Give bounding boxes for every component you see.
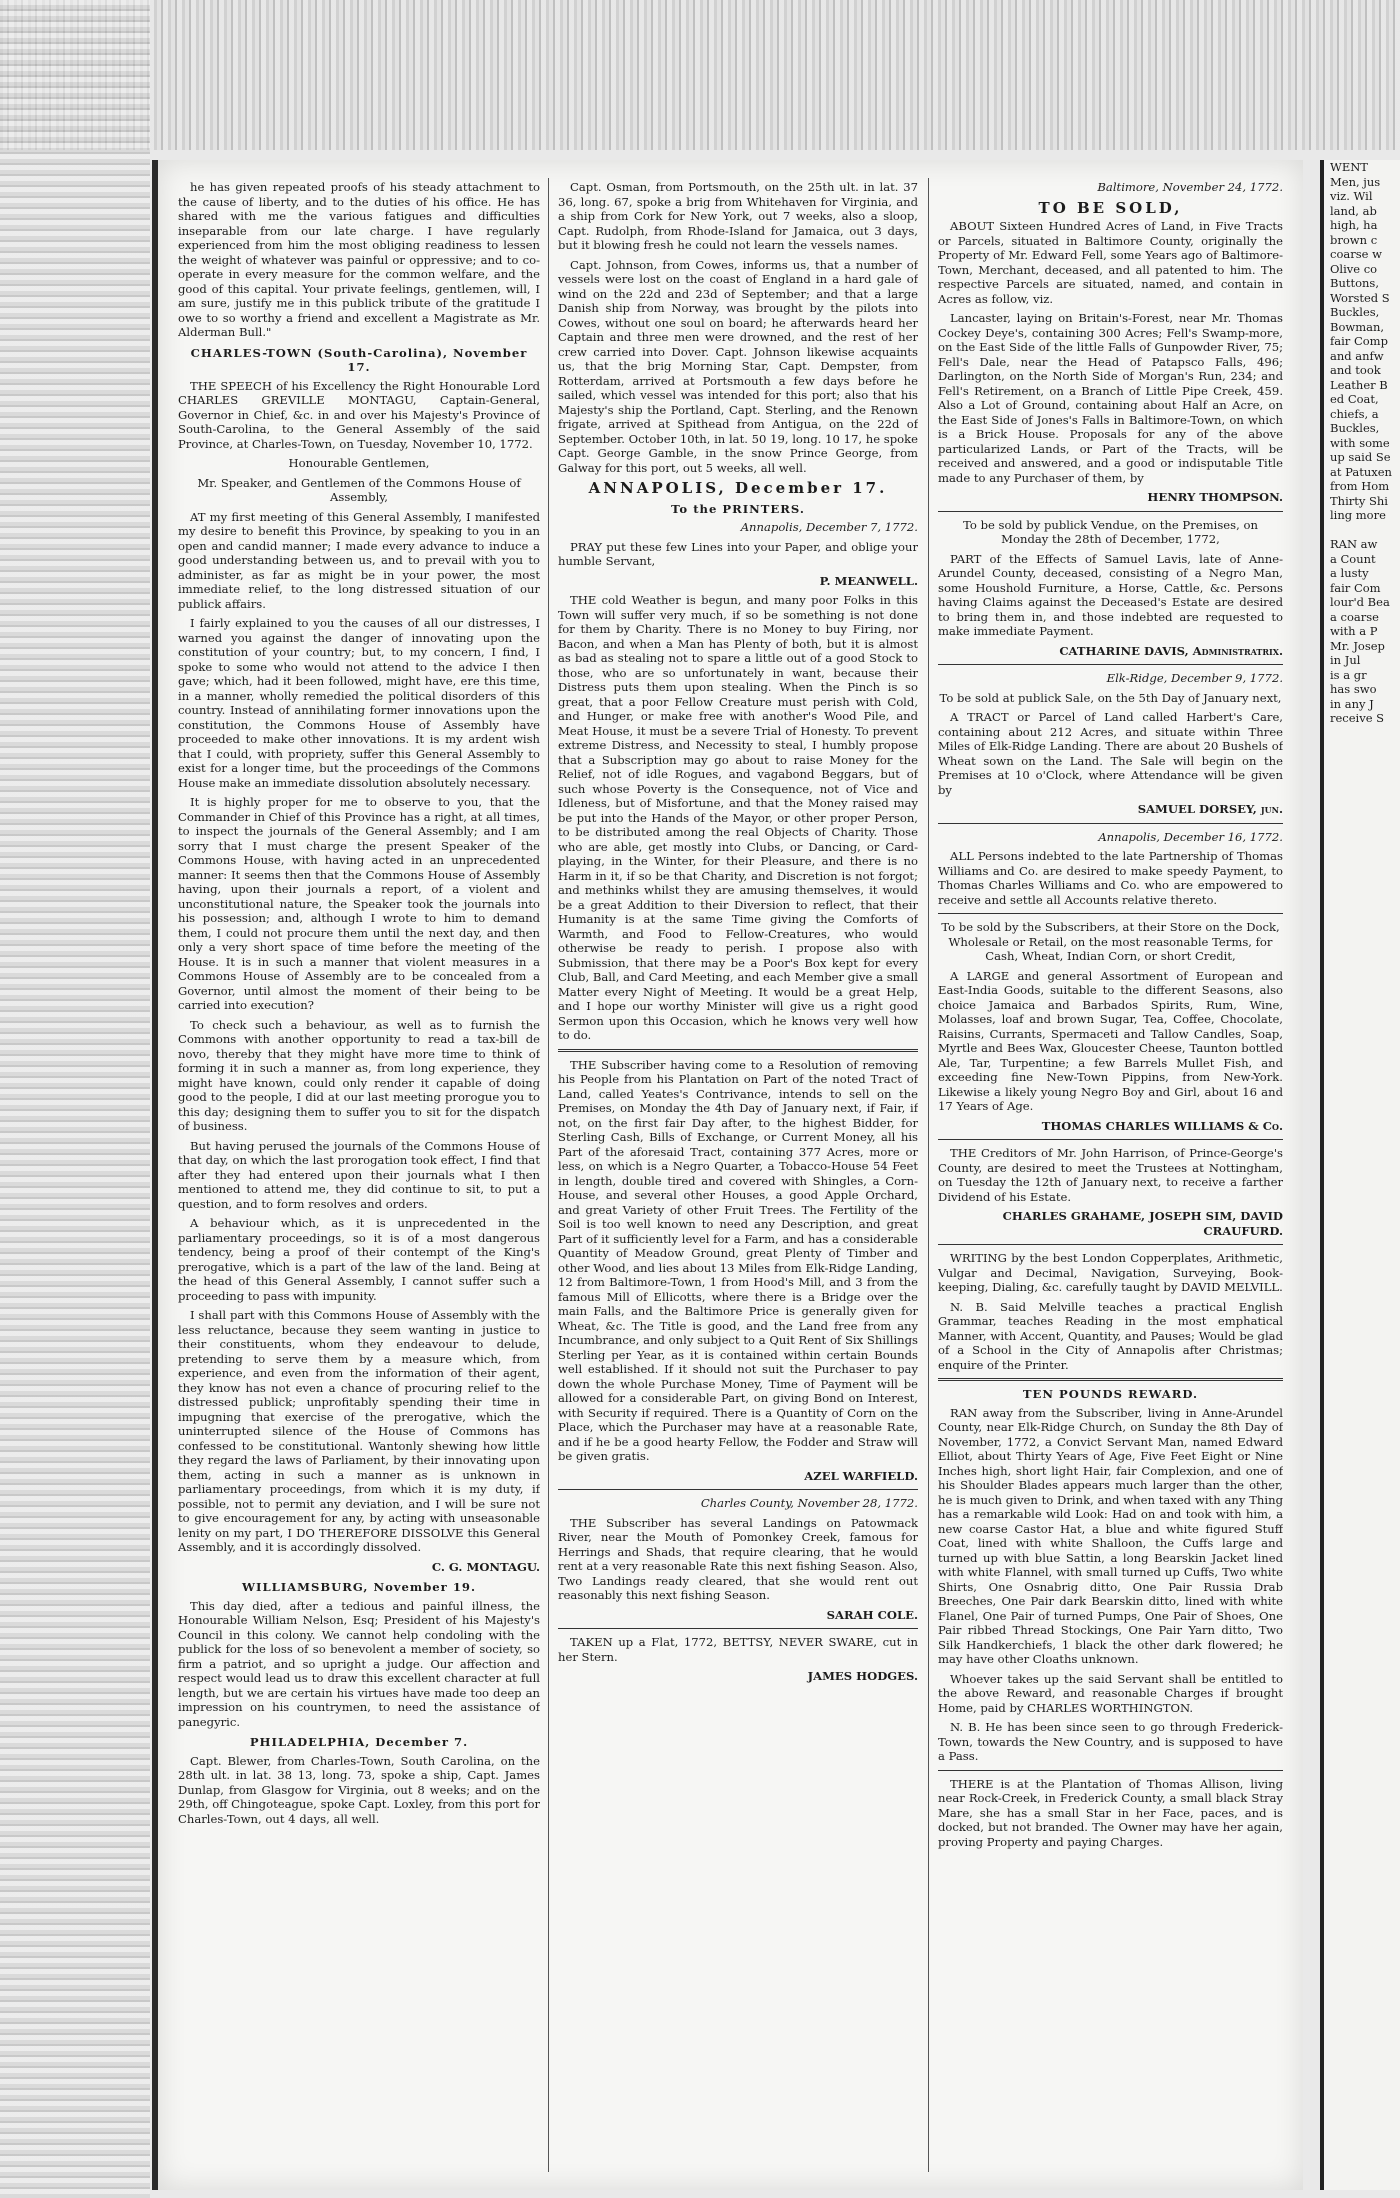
fragment-line: Leather B xyxy=(1330,377,1388,392)
article-subheading: To be sold by the Subscribers, at their Store on the Dock, Wholesale or Retail, on the most reasonable Terms, for Cash, Wheat, Indian Corn, or short Credit, xyxy=(941,920,1280,963)
column-1 xyxy=(178,180,540,2170)
article-signature: SAMUEL DORSEY, jun. xyxy=(1137,802,1283,816)
fragment-line: viz. Wil xyxy=(1330,189,1373,203)
article-subheading: Honourable Gentlemen, xyxy=(288,456,430,470)
article-paragraph: Whoever takes up the said Servant shall be entitled to the above Reward, and reasonable Charges if brought Home, paid by CHARLES WORTHINGTON. xyxy=(938,1671,1283,1715)
article-paragraph: ALL Persons indebted to the late Partnership of Thomas Williams and Co. are desired to make speedy Payment, to Thomas Charles Williams and Co. who are empowered to receive and settle all Accounts relative thereto. xyxy=(938,849,1283,907)
article-paragraph: THE Creditors of Mr. John Harrison, of Prince-George's County, are desired to meet the Trustees at Nottingham, on Tuesday the 12th of January next, to receive a farther Dividend of his Estate. xyxy=(938,1146,1283,1204)
newspaper-page xyxy=(152,160,1303,2190)
article-signature: THOMAS CHARLES WILLIAMS & Co. xyxy=(1041,1118,1283,1133)
article-paragraph: Capt. Osman, from Portsmouth, on the 25th ult. in lat. 37 36, long. 67, spoke a brig from Whitehaven for Virginia, and a ship from Cork for New York, out 7 weeks, also a sloop, Capt. Rudolph, from Rhode-Island for Jamaica, out 3 days, but it blowing fresh he could not learn the vessels names. xyxy=(558,180,918,252)
article-paragraph: Capt. Blewer, from Charles-Town, South Carolina, on the 28th ult. in lat. 38 13, long. 73, spoke a ship, Capt. James Dunlap, from Glasgow for Virginia, out 8 weeks; and on the 29th, off Chingoteague, spoke Capt. Loxley, from this port for Charles-Town, out 4 days, all well. xyxy=(178,1753,540,1826)
fragment-line: Buttons, xyxy=(1330,276,1379,290)
article-paragraph: A behaviour which, as it is unprecedented in the parliamentary proceedings, so it is of a most dangerous tendency, being a proof of their contempt of the King's prerogative, which is a part of the law of the land. Being at the head of this General Assembly, I cannot suffer such a proceeding to pass with impunity. xyxy=(178,1216,540,1303)
article-signature: C. G. MONTAGU. xyxy=(431,1559,540,1574)
article-dateline: Annapolis, December 7, 1772. xyxy=(740,520,918,534)
article-paragraph: To check such a behaviour, as well as to furnish the Commons with another opportunity to read a tax-bill de novo, thereby that they might have more time to think of forming it in such a manner as, from long experience, they might have known, could only render it capable of doing good to the people, I did at our last meeting prorogue you to this day; designing them to suffer you to sit for the dispatch of business. xyxy=(178,1017,540,1133)
article-paragraph: A TRACT or Parcel of Land called Harbert's Care, containing about 212 Acres, and situate within Three Miles of Elk-Ridge Landing. There are about 20 Bushels of Wheat sown on the Land. The Sale will begin on the Premises at 10 o'Clock, where Attendance will be given by xyxy=(938,710,1283,797)
column-3 xyxy=(938,180,1283,2170)
article-heading: TO BE SOLD, xyxy=(1038,198,1183,217)
article-dateline: Charles County, November 28, 1772. xyxy=(700,1496,918,1510)
article-signature: JAMES HODGES. xyxy=(807,1669,918,1683)
column-rule xyxy=(928,178,929,2172)
article-paragraph: PRAY put these few Lines into your Paper, and oblige your humble Servant, xyxy=(558,539,918,568)
article-paragraph: This day died, after a tedious and painful illness, the Honourable William Nelson, Esq; President of his Majesty's Council in this colony. We cannot help condoling with the publick for the loss of so benevolent a member of society, so firm a patriot, and so upright a judge. Our affection and respect would lead us to draw this excellent character at full length, but we are certain his virtues have made too deep an impression on his countrymen, to need the assistance of panegyric. xyxy=(178,1598,540,1729)
fragment-line: a coarse xyxy=(1330,609,1379,624)
article-heading: PHILADELPHIA, December 7. xyxy=(249,1735,469,1749)
section-divider xyxy=(938,823,1283,824)
fragment-line: at Patuxen xyxy=(1330,464,1392,479)
fragment-line: land, ab xyxy=(1330,203,1377,218)
fragment-line: receive S xyxy=(1330,711,1385,725)
fragment-line: Bowman, xyxy=(1330,319,1385,334)
article-signature: HENRY THOMPSON. xyxy=(1147,490,1283,504)
fragment-line: and anfw xyxy=(1330,348,1384,363)
article-dateline: Elk-Ridge, December 9, 1772. xyxy=(1106,671,1283,685)
article-paragraph: THERE is at the Plantation of Thomas Allison, living near Rock-Creek, in Frederick County, a small black Stray Mare, she has a small Star in her Face, paces, and is docked, but not branded. The Owner may have her again, proving Property and paying Charges. xyxy=(938,1776,1283,1849)
section-divider xyxy=(558,1049,918,1052)
fragment-line: with some xyxy=(1330,435,1390,450)
fragment-line: with a P xyxy=(1330,624,1378,638)
article-paragraph: N. B. He has been since seen to go through Frederick-Town, towards the New Country, and is supposed to have a Pass. xyxy=(938,1720,1283,1763)
section-divider xyxy=(938,1244,1283,1245)
article-dateline: Baltimore, November 24, 1772. xyxy=(1097,180,1283,194)
fragment-line: in Jul xyxy=(1330,653,1361,667)
fragment-line: Men, jus xyxy=(1330,174,1381,189)
article-paragraph: But having perused the journals of the Commons House of that day, on which the last prorogation took effect, I find that after they had entered upon their journals what I then mentioned to attend me, they did continue to sit, to put a question, and to form resolves and orders. xyxy=(178,1138,540,1211)
fragment-line: high, ha xyxy=(1330,218,1378,232)
article-paragraph: THE SPEECH of his Excellency the Right Honourable Lord CHARLES GREVILLE MONTAGU, Captain-General, Governor in Chief, &c. in and over his Majesty's Province of South-Carolina, to the General Assembly of the said Province, at Charles-Town, on Tuesday, November 10, 1772. xyxy=(178,378,540,451)
article-paragraph: WRITING by the best London Copperplates, Arithmetic, Vulgar and Decimal, Navigation, Surveying, Book-keeping, Dialing, &c. carefully taught by DAVID MELVILL. xyxy=(938,1251,1283,1294)
fragment-line: ling more xyxy=(1330,508,1386,522)
fragment-line: a lusty xyxy=(1330,566,1369,580)
article-paragraph: I fairly explained to you the causes of all our distresses, I warned you against the danger of innovating upon the constitution of your country; but, to my concern, I find, I spoke to some who would not attend to the advice I then gave; which, had it been followed, might have, ere this time, in a manner, wholly remedied the political disorders of this country. Instead of annihilating former innovations upon the constitution, the Commons House of Assembly have proceeded to make other innovations. It is my ardent wish that I could, with propriety, suffer this General Assembly to exist for a longer time, but the proceedings of the Commons House make an immediate dissolution absolutely necessary. xyxy=(178,616,540,790)
article-subheading: To be sold at publick Sale, on the 5th Day of January next, xyxy=(939,690,1282,705)
article-paragraph: TAKEN up a Flat, 1772, BETTSY, NEVER SWARE, cut in her Stern. xyxy=(558,1635,918,1664)
fragment-line xyxy=(1324,523,1400,538)
article-paragraph: Lancaster, laying on Britain's-Forest, near Mr. Thomas Cockey Deye's, containing 300 Acres; Fell's Swamp-more, on the East Side of the little Falls of Gunpowder River, 75; Fell's Dale, near the Head of Patapsco Falls, 496; Darlington, on the North Side of Morgan's Run, 234; and Fell's Retirement, on a Branch of Little Pipe Creek, 459. Also a Lot of Ground, containing about Half an Acre, on the East Side of Jones's Falls in Baltimore-Town, on which is a Brick House. Proposals for any of the above particularized Lands, or Part of the Tracts, will be received and answered, and a good or indisputable Title made to any Purchaser of them, by xyxy=(938,311,1283,485)
section-divider xyxy=(938,1378,1283,1381)
fragment-line: up said Se xyxy=(1330,450,1391,464)
fragment-line: from Hom xyxy=(1330,479,1390,493)
article-paragraph: THE Subscriber having come to a Resolution of removing his People from his Plantation on Part of the noted Tract of Land, called Yeates's Contrivance, intends to sell on the Premises, on Monday the 4th Day of January next, if Fair, if not, on the first fair Day after, to the highest Bidder, for Sterling Cash, Bills of Exchange, or Current Money, all his Part of the aforesaid Tract, containing 377 Acres, more or less, on which is a Negro Quarter, a Tobacco-House 54 Feet in length, double tired and covered with Shingles, a Corn-House, and several other Houses, a good Apple Orchard, and great Variety of other Fruit Trees. The Fertility of the Soil is too well known to need any Description, and great Part of it sufficiently level for a Farm, and has a considerable Quantity of Meadow Ground, great Plenty of Timber and other Wood, and lies about 13 Miles from Elk-Ridge Landing, 12 from Baltimore-Town, 1 from Hood's Mill, and 3 from the famous Mill of Ellicotts, where there is a Bridge over the main Falls, and the Baltimore Price is generally given for Wheat, &c. The Title is good, and the Land free from any Incumbrance, and only subject to a Quit Rent of Six Shillings Sterling per Year, as it is contained within certain Bounds well established. If it should not suit the Purchaser to pay down the whole Purchase Money, Time of Payment will be allowed for a considerable Part, on giving Bond on Interest, with Security if required. There is a Quantity of Corn on the Place, which the Purchaser may have at a reasonable Rate, and if he be a good hearty Fellow, the Fodder and Straw will be given gratis. xyxy=(558,1057,918,1463)
fragment-line: Olive co xyxy=(1330,261,1378,276)
article-signature: CHARLES GRAHAME, JOSEPH SIM, DAVID CRAUFURD. xyxy=(1002,1209,1283,1238)
article-subheading: Mr. Speaker, and Gentlemen of the Commons House of Assembly, xyxy=(197,475,521,504)
column-rule xyxy=(548,178,549,2172)
article-paragraph: I shall part with this Commons House of Assembly with the less reluctance, because they seem wanting in justice to their constituents, whom they endeavour to delude, pretending to serve them by a measure which, from experience, and even from the information of their agent, they know has not even a chance of procuring relief to the distressed publick; unprofitably spending their time in impugning that exercise of the prerogative, which the uninterrupted silence of the House of Commons has confessed to be constitutional. Wantonly shewing how little they regard the laws of Parliament, by their innovating upon them, acting in such a manner as is unknown in parliamentary proceedings, from which it is my duty, if possible, not to permit any deviation, and I will be sure not to give encouragement for any, by acting with unseasonable lenity on my part, I DO THEREFORE DISSOLVE this General Assembly, and it is accordingly dissolved. xyxy=(178,1308,540,1554)
section-divider xyxy=(558,1489,918,1490)
article-paragraph: he has given repeated proofs of his steady attachment to the cause of liberty, and to the duties of his office. He has shared with me the various fatigues and difficulties inseparable from our late charge. I have regularly experienced from him the most obliging readiness to lessen the weight of whatever was painful or oppressive; and to co-operate in every measure for the common welfare, and the good of this capital. Your private feelings, gentlemen, will, I am sure, justify me in this publick tribute of the gratitude I owe to so worthy a friend and excellent a Magistrate as Mr. Alderman Bull." xyxy=(178,180,540,339)
fragment-line: has swo xyxy=(1330,682,1377,696)
adjacent-page-fragment xyxy=(1320,160,1400,2190)
article-signature: CATHARINE DAVIS, Administratrix. xyxy=(1059,643,1283,658)
article-signature: SARAH COLE. xyxy=(826,1607,918,1622)
fragment-line: Buckles, xyxy=(1330,305,1380,319)
fragment-line: lour'd Bea xyxy=(1330,595,1390,609)
fragment-line: fair Comp xyxy=(1330,334,1388,348)
fragment-line: fair Com xyxy=(1330,580,1381,595)
article-paragraph: N. B. Said Melville teaches a practical English Grammar, teaches Reading in the most emphatical Manner, with Accent, Quantity, and Pauses; Would be glad of a School in the City of Annapolis after Christmas; enquire of the Printer. xyxy=(938,1299,1283,1372)
article-paragraph: A LARGE and general Assortment of European and East-India Goods, suitable to the different Seasons, also choice Jamaica and Barbados Spirits, Rum, Wine, Molasses, loaf and brown Sugar, Tea, Coffee, Chocolate, Raisins, Currants, Spermaceti and Tallow Candles, Soap, Myrtle and Bees Wax, Gloucester Cheese, Taunton bottled Ale, Tar, Turpentine; a few Barrels Mullet Fish, and exceeding fine New-Town Pippins, from New-York. Likewise a likely young Negro Boy and Girl, about 16 and 17 Years of Age. xyxy=(938,968,1283,1113)
section-divider xyxy=(938,664,1283,665)
fragment-line: is a gr xyxy=(1330,667,1367,682)
article-heading: ANNAPOLIS, December 17. xyxy=(588,479,888,497)
column-2 xyxy=(558,180,918,2170)
article-subheading: To be sold by publick Vendue, on the Premises, on Monday the 28th of December, 1772, xyxy=(963,517,1258,546)
fragment-line: brown c xyxy=(1330,232,1378,247)
fragment-line: and took xyxy=(1330,363,1381,377)
section-divider xyxy=(938,511,1283,512)
article-heading: TEN POUNDS REWARD. xyxy=(1022,1387,1199,1401)
article-paragraph: Capt. Johnson, from Cowes, informs us, that a number of vessels were lost on the coast of England in a hard gale of wind on the 22d and 23d of September; and that a large Danish ship from Norway, was brought by the pilots into Cowes, without one soul on board; he afterwards heard her Captain and three men were drowned, and the rest of her crew carried into Dover. Capt. Johnson likewise acquaints us, that the brig Morning Star, Capt. Dempster, from Rotterdam, arrived at Portsmouth a few days before he sailed, which vessel was intended for this port; also that his Majesty's ship the Portland, Capt. Sterling, and the Renown frigate, arrived at Spithead from Antigua, on the 22d of September. October 10th, in lat. 50 19, long. 10 17, he spoke Capt. George Gamble, in the snow Prince George, from Galway for this port, out 5 weeks, all well. xyxy=(558,257,918,475)
article-signature: AZEL WARFIELD. xyxy=(804,1468,918,1483)
fragment-line: chiefs, a xyxy=(1330,406,1379,421)
fragment-line: Thirty Shi xyxy=(1330,493,1388,508)
fragment-line: RAN aw xyxy=(1330,537,1378,551)
article-dateline: Annapolis, December 16, 1772. xyxy=(1098,829,1283,844)
fragment-line: ed Coat, xyxy=(1330,392,1379,406)
scan-margin-left xyxy=(0,0,150,2198)
article-paragraph: RAN away from the Subscriber, living in Anne-Arundel County, near Elk-Ridge Church, on Sunday the 8th Day of November, 1772, a Convict Servant Man, named Edward Elliot, about Thirty Years of Age, Five Feet Eight or Nine Inches high, short light Hair, fair Complexion, and one of his Shoulder Blades appears much larger than the other, he is much given to Drink, and when taxed with any Thing has a remarkable wild Look: Had on and took with him, a new coarse Castor Hat, a blue and white figured Stuff Coat, lined with white Shalloon, the Cuffs large and turned up with blue Sattin, a long Bearskin Jacket lined with white Flannel, with small turned up Cuffs, Two white Shirts, One Osnabrig ditto, One Pair Russia Drab Breeches, One Pair dark Bearskin ditto, lined with white Flanel, One Pair of turned Pumps, One Pair of Shoes, One Pair ribbed Thread Stockings, One Pair Yarn ditto, Two Silk Handkerchiefs, 1 black the other dark flowered; he may have other Cloaths unknown. xyxy=(938,1405,1283,1666)
fragment-line: Buckles, xyxy=(1330,421,1380,435)
article-paragraph: ABOUT Sixteen Hundred Acres of Land, in Five Tracts or Parcels, situated in Baltimore County, originally the Property of Mr. Edward Fell, some Years ago of Baltimore-Town, Merchant, deceased, and all patented to him. The respective Parcels are situated, named, and contain in Acres as follow, viz. xyxy=(938,219,1283,306)
article-heading: WILLIAMSBURG, November 19. xyxy=(242,1580,476,1594)
fragment-line: Worsted S xyxy=(1330,290,1390,305)
article-heading: CHARLES-TOWN (South-Carolina), November 17. xyxy=(190,345,528,374)
article-heading: To the PRINTERS. xyxy=(671,501,805,516)
fragment-line: WENT xyxy=(1330,160,1368,174)
fragment-line: a Count xyxy=(1330,551,1376,566)
article-paragraph: THE cold Weather is begun, and many poor Folks in this Town will suffer very much, if so be something is not done for them by Charity. There is no Money to buy Firing, nor Bacon, and when a Man has Plenty of both, but it is almost as bad as stealing not to spare a little out of a good Stock to those, who are so unfortunately in want, because their Distress puts them upon stealing. When the Pinch is so great, that a poor Fellow Creature must perish with Cold, and Hunger, or make free with another's Wood Pile, and Meat House, it must be a severe Trial of Honesty. To prevent extreme Distress, and Necessity to steal, I humbly propose that a Subscription may go about to raise Money for the Relief, not of idle Rogues, and vagabond Beggars, but of such whose Poverty is the Consequence, not of Vice and Idleness, but of Misfortune, and that the Money raised may be put into the Hands of the Mayor, or other proper Person, to be distributed among the real Objects of Charity. Those who are able, get mostly into Clubs, or Dancing, or Card-playing, in the Winter, for their Pleasure, and there is no Harm in it, if so be that Charity, and Discretion is not forgot; and methinks whilst they are amusing themselves, it would be a great Addition to their Diversion to reflect, that their Humanity is at the same Time giving the Comforts of Warmth, and Food to Fellow-Creatures, who would otherwise be ready to perish. I propose also with Submission, that there may be a Poor's Box kept for every Club, Ball, and Card Meeting, and each Member give a small Matter every Night of Meeting. It would be a great Help, and I hope our worthy Minister will give us a right good Sermon upon this Occasion, which he knows very well how to do. xyxy=(558,593,918,1042)
fragment-line: in any J xyxy=(1330,696,1374,711)
scan-margin-top xyxy=(0,0,1400,150)
article-paragraph: PART of the Effects of Samuel Lavis, late of Anne-Arundel County, deceased, consisting of a Negro Man, some Houshold Furniture, a Horse, Cattle, &c. Persons having Claims against the Deceased's Estate are desired to bring them in, and those indebted are requested to make immediate Payment. xyxy=(938,551,1283,638)
article-signature: P. MEANWELL. xyxy=(819,573,918,588)
section-divider xyxy=(558,1628,918,1629)
section-divider xyxy=(938,1139,1283,1140)
fragment-line: coarse w xyxy=(1330,247,1382,261)
section-divider xyxy=(938,913,1283,914)
fragment-line: Mr. Josep xyxy=(1330,638,1385,653)
article-paragraph: It is highly proper for me to observe to you, that the Commander in Chief of this Province has a right, at all times, to inspect the journals of the General Assembly; and I am sorry that I must charge the present Speaker of the Commons House, with having acted in an unprecedented manner: It seems then that the Commons House of Assembly having, upon their journals a report, of a violent and unconstitutional nature, the Speaker took the journals into his possession; and, although I wrote to him to demand them, I could not procure them until the next day, and then only a very short space of time before the meeting of the House. It is in such a manner that violent measures in a Commons House of Assembly are to be concealed from a Governor, until almost the moment of their being to be carried into execution? xyxy=(178,795,540,1012)
article-paragraph: THE Subscriber has several Landings on Patowmack River, near the Mouth of Pomonkey Creek, famous for Herrings and Shads, that require clearing, that he would rent at a very reasonable Rate this next fishing Season. Also, Two Landings ready cleared, that she would rent out reasonably this next fishing Season. xyxy=(558,1515,918,1602)
article-paragraph: AT my first meeting of this General Assembly, I manifested my desire to benefit this Province, by speaking to you in an open and candid manner; I made every advance to induce a good understanding between us, and to prevail with you to administer, as far as might be in your power, the most immediate relief, to the long distressed situation of our publick affairs. xyxy=(178,509,540,611)
section-divider xyxy=(938,1770,1283,1771)
